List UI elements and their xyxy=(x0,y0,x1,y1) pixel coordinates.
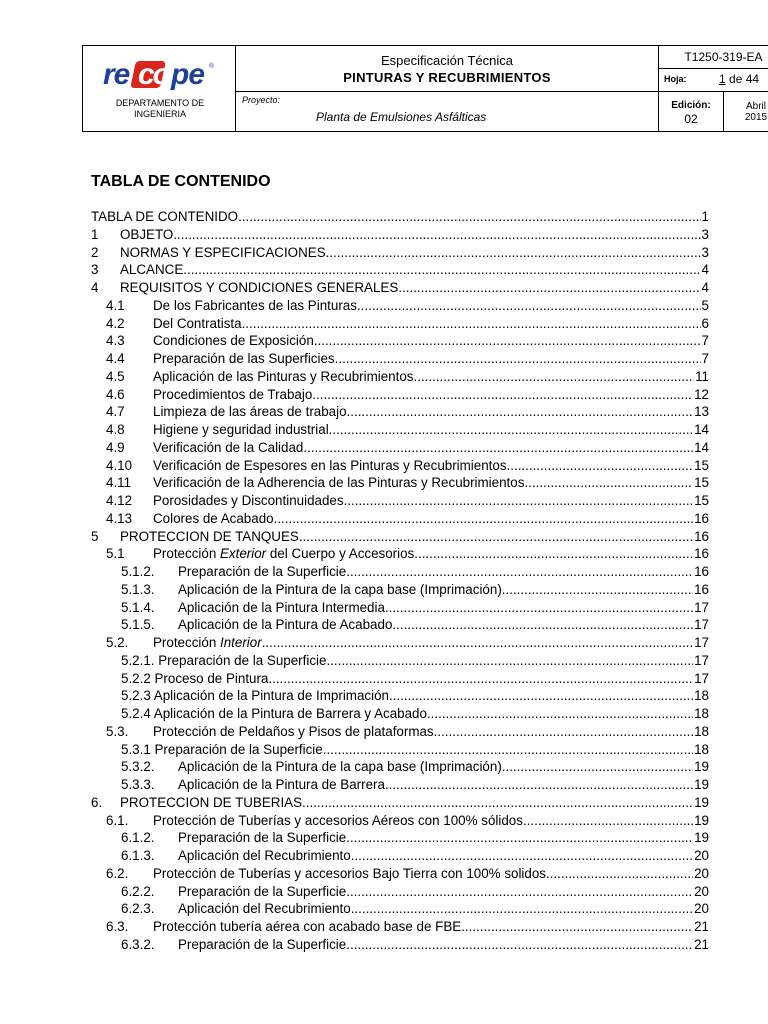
toc-entry-page: 17 xyxy=(694,599,709,615)
toc-entry[interactable] xyxy=(106,403,709,421)
department-name: DEPARTAMENTO DE INGENIERIA xyxy=(115,98,205,119)
toc-entry[interactable] xyxy=(121,936,709,954)
toc-entry-page: 16 xyxy=(694,581,709,597)
toc-entry[interactable] xyxy=(121,599,709,617)
toc-entry-number: 5 xyxy=(91,528,99,544)
toc-entry-number: 4.1 xyxy=(106,297,125,313)
toc-entry-page: 16 xyxy=(694,510,709,526)
edition-cell xyxy=(658,91,724,132)
toc-entry-number: 4.2 xyxy=(106,315,125,331)
toc-entry-label: Aplicación de la Pintura de la capa base (Imprimación) xyxy=(178,581,502,597)
toc-entry-number: 4.6 xyxy=(106,386,125,402)
toc-entry-number: 4.11 xyxy=(106,475,132,491)
title-cell xyxy=(235,45,659,92)
toc-entry-page: 17 xyxy=(694,617,709,633)
toc-leader-dots xyxy=(346,563,693,581)
sheet-current: 1 xyxy=(719,72,726,86)
toc-entry-number: 6.3.2. xyxy=(121,936,155,952)
toc-entry-label: Preparación de la Superficie xyxy=(178,883,347,899)
toc-leader-dots xyxy=(274,510,693,528)
toc-leader-dots xyxy=(346,829,693,847)
toc-leader-dots xyxy=(312,386,693,404)
sheet-number xyxy=(719,72,759,86)
toc-entry-label: Procedimientos de Trabajo xyxy=(153,386,313,402)
toc-leader-dots xyxy=(346,883,693,901)
toc-entry-number: 5.1.5. xyxy=(121,617,155,633)
toc-entry[interactable] xyxy=(121,670,709,688)
toc-entry-number: 6.2.3. xyxy=(121,901,155,917)
toc-entry-page: 18 xyxy=(694,706,709,721)
toc-entry-number: 4.5 xyxy=(106,368,125,384)
toc-entry-page: 5 xyxy=(701,297,709,313)
date-year: 2015 xyxy=(744,112,768,123)
toc-entry[interactable] xyxy=(91,244,709,262)
toc-entry[interactable] xyxy=(121,563,709,581)
toc-entry-label: Condiciones de Exposición xyxy=(153,333,314,349)
svg-text:co: co xyxy=(138,58,170,91)
date-month: Abril xyxy=(745,101,766,112)
toc-entry-number: 5.3. xyxy=(106,723,129,739)
toc-leader-dots xyxy=(385,599,693,617)
toc-entry[interactable] xyxy=(91,794,709,812)
toc-entry-page: 3 xyxy=(701,244,709,260)
toc-entry-number: 5.1.4. xyxy=(121,599,155,615)
toc-entry-page: 7 xyxy=(701,351,709,366)
toc-entry[interactable] xyxy=(91,261,709,279)
toc-leader-dots xyxy=(414,545,693,563)
edition-value: 02 xyxy=(684,112,698,126)
toc-leader-dots xyxy=(173,226,700,244)
toc-entry-label: Aplicación de la Pintura de Barrera xyxy=(178,777,385,792)
toc-entry-label: Preparación de la Superficie xyxy=(178,564,347,579)
toc-entry-page: 13 xyxy=(694,404,709,420)
toc-entry-label: Aplicación de la Pintura de Acabado xyxy=(178,617,393,633)
toc-entry-page: 18 xyxy=(694,688,709,704)
toc-leader-dots xyxy=(323,741,693,759)
toc-entry-number: 4.7 xyxy=(106,404,125,420)
toc-entry-number: 5.3.3. xyxy=(121,777,155,792)
toc-entry[interactable] xyxy=(121,687,709,705)
toc-leader-dots xyxy=(385,776,693,794)
toc-entry-label: Preparación de las Superficies xyxy=(153,351,335,366)
toc-entry-page: 11 xyxy=(695,368,709,384)
toc-entry[interactable] xyxy=(106,368,709,386)
toc-entry[interactable] xyxy=(121,829,709,847)
toc-entry-label: 5.3.1 Preparación de la Superficie xyxy=(121,741,323,757)
toc-entry-label: Verificación de la Adherencia de las Pinturas y Recubrimientos xyxy=(153,475,525,491)
toc-entry-page: 20 xyxy=(694,901,709,917)
toc-entry-number: 2 xyxy=(91,244,99,260)
sheet-cell xyxy=(658,68,768,92)
toc-leader-dots xyxy=(346,936,693,954)
toc-leader-dots xyxy=(357,297,701,315)
toc-entry-page: 15 xyxy=(694,457,709,473)
toc-entry-page: 16 xyxy=(694,564,709,579)
toc-entry[interactable] xyxy=(106,332,709,350)
toc-entry-label: Aplicación del Recubrimiento xyxy=(178,901,351,917)
toc-entry-page: 19 xyxy=(694,759,709,775)
toc-entry[interactable] xyxy=(106,474,709,492)
toc-leader-dots xyxy=(414,368,695,386)
toc-entry-page: 20 xyxy=(694,883,709,899)
toc-leader-dots xyxy=(351,900,693,918)
toc-entry-page: 19 xyxy=(694,830,709,846)
toc-entry-number: 6.1. xyxy=(106,812,129,828)
toc-entry-label: 5.2.4 Aplicación de la Pintura de Barrera y Acabado xyxy=(121,706,427,721)
toc-entry-label: Porosidades y Discontinuidades xyxy=(153,493,344,508)
document-code: T1250-319-EA xyxy=(658,45,768,69)
toc-entry-number: 4.12 xyxy=(106,493,133,508)
toc-entry-number: 4 xyxy=(91,280,99,295)
toc-entry-number: 4.3 xyxy=(106,333,125,349)
svg-text:re: re xyxy=(103,58,130,91)
toc-leader-dots xyxy=(314,332,701,350)
toc-entry-number: 5.2. xyxy=(106,635,129,650)
toc-entry-label: 5.2.1. Preparación de la Superficie xyxy=(121,652,327,668)
toc-entry-page: 14 xyxy=(694,439,709,455)
toc-entry[interactable] xyxy=(121,776,709,794)
toc-entry-label: REQUISITOS Y CONDICIONES GENERALES xyxy=(120,280,399,295)
toc-entry-number: 4.10 xyxy=(106,457,133,473)
toc-entry-number: 6.1.2. xyxy=(121,830,155,846)
toc-entry[interactable] xyxy=(106,439,709,457)
toc-entry-number: 4.4 xyxy=(106,351,125,366)
toc-entry-page: 19 xyxy=(694,794,709,810)
toc-entry-page: 17 xyxy=(694,670,709,686)
toc-leader-dots xyxy=(302,794,693,812)
toc-entry-page: 12 xyxy=(694,386,709,402)
toc-entry[interactable] xyxy=(106,350,709,368)
toc-entry[interactable] xyxy=(91,279,709,297)
toc-entry[interactable] xyxy=(121,581,709,599)
toc-entry-label: Protección de Tuberías y accesorios Bajo Tierra con 100% solidos. xyxy=(153,865,550,881)
toc-entry-label: Verificación de Espesores en las Pinturas y Recubrimientos xyxy=(153,457,507,473)
toc-leader-dots xyxy=(434,723,693,741)
toc-entry-number: 1 xyxy=(91,226,99,242)
toc-leader-dots xyxy=(523,812,693,830)
toc-leader-dots xyxy=(238,208,700,226)
toc-entry-page: 19 xyxy=(694,812,709,828)
toc-entry-label: Del Contratista xyxy=(153,315,242,331)
toc-leader-dots xyxy=(242,315,701,333)
toc-title: TABLA DE CONTENIDO xyxy=(91,173,271,190)
toc-entry-page: 21 xyxy=(694,936,709,952)
toc-entry-label: Protección de Peldaños y Pisos de plataformas xyxy=(153,723,434,739)
toc-leader-dots xyxy=(398,279,700,297)
svg-text:pe: pe xyxy=(171,58,205,91)
toc-entry-page: 4 xyxy=(701,262,709,278)
toc-leader-dots xyxy=(427,705,693,723)
toc-leader-dots xyxy=(262,634,693,652)
toc-leader-dots xyxy=(524,474,693,492)
toc-entry[interactable] xyxy=(121,758,709,776)
toc-entry[interactable] xyxy=(121,900,709,918)
toc-entry-label: OBJETO xyxy=(120,226,174,242)
svg-text:®: ® xyxy=(209,63,215,70)
toc-entry[interactable] xyxy=(106,918,709,936)
project-cell xyxy=(235,91,659,132)
toc-entry[interactable] xyxy=(106,510,709,528)
toc-entry-label: Higiene y seguridad industrial xyxy=(153,422,329,437)
toc-entry-label: PROTECCION DE TUBERIAS xyxy=(120,794,303,810)
toc-leader-dots xyxy=(502,581,693,599)
toc-entry-page: 18 xyxy=(694,723,709,739)
toc-entry[interactable] xyxy=(91,226,709,244)
toc-entry[interactable] xyxy=(121,741,709,759)
toc-entry-page: 6 xyxy=(701,315,709,331)
toc-entry-page: 21 xyxy=(694,919,709,934)
toc-leader-dots xyxy=(502,758,693,776)
toc-entry-label: Preparación de la Superficie xyxy=(178,936,347,952)
sheet-total: de 44 xyxy=(729,72,760,86)
toc-entry-label: Aplicación de la Pintura Intermedia xyxy=(178,599,385,615)
toc-entry[interactable] xyxy=(121,652,709,670)
toc-entry[interactable] xyxy=(106,634,709,652)
toc-entry-page: 18 xyxy=(694,741,709,757)
toc-entry-label: De los Fabricantes de las Pinturas xyxy=(153,297,357,313)
toc-entry-label: NORMAS Y ESPECIFICACIONES xyxy=(120,244,326,260)
recope-logo xyxy=(101,56,221,92)
toc-leader-dots xyxy=(268,670,693,688)
toc-entry[interactable] xyxy=(106,492,709,510)
toc-leader-dots xyxy=(183,261,700,279)
toc-entry-label: Limpieza de las áreas de trabajo. xyxy=(153,404,351,420)
toc-entry-number: 6.2. xyxy=(106,865,129,881)
toc-entry-label: Aplicación de la Pintura de la capa base (Imprimación) xyxy=(178,759,502,775)
toc-entry-number: 6.1.3. xyxy=(121,848,155,863)
toc-entry[interactable] xyxy=(106,865,709,883)
toc-leader-dots xyxy=(351,847,693,865)
edition-label: Edición: xyxy=(671,100,711,111)
toc-entry[interactable] xyxy=(121,883,709,901)
toc-entry-page: 1 xyxy=(701,209,709,224)
toc-leader-dots xyxy=(326,652,693,670)
toc-leader-dots xyxy=(550,865,693,883)
toc-entry[interactable] xyxy=(121,705,709,723)
toc-entry-number: 4.9 xyxy=(106,439,125,455)
sheet-label: Hoja: xyxy=(664,74,687,84)
toc-entry-number: 6.3. xyxy=(106,919,129,934)
toc-leader-dots xyxy=(299,528,693,546)
toc-entry-label: 5.2.2 Proceso de Pintura xyxy=(121,670,269,686)
toc-entry[interactable] xyxy=(121,847,709,865)
toc-entry[interactable] xyxy=(106,386,709,404)
toc-entry[interactable] xyxy=(106,421,709,439)
toc-entry[interactable] xyxy=(106,297,709,315)
toc-entry-label: PROTECCION DE TANQUES xyxy=(120,528,299,544)
toc-leader-dots xyxy=(507,457,694,475)
toc-entry-page: 4 xyxy=(701,280,709,295)
toc-entry-page: 20 xyxy=(694,865,709,881)
toc-entry-label: Protección Exterior del Cuerpo y Accesorios xyxy=(153,546,415,562)
toc-entry-number: 5.1.3. xyxy=(121,581,155,597)
toc-entry[interactable] xyxy=(106,315,709,333)
toc-entry[interactable] xyxy=(106,812,709,830)
toc-entry-page: 15 xyxy=(694,493,709,508)
toc-entry[interactable] xyxy=(91,208,709,226)
toc-entry-page: 19 xyxy=(694,777,709,792)
toc-entry-number: 6.2.2. xyxy=(121,883,155,899)
toc-entry-number: 4.13 xyxy=(106,510,133,526)
logo-cell xyxy=(82,45,236,132)
toc-entry-label: 5.2.3 Aplicación de la Pintura de Imprimación xyxy=(121,688,389,704)
toc-leader-dots xyxy=(303,439,693,457)
toc-entry-label: ALCANCE xyxy=(120,262,184,278)
toc-leader-dots xyxy=(350,403,693,421)
toc-entry[interactable] xyxy=(106,723,709,741)
toc-entry-label: TABLA DE CONTENIDO xyxy=(91,209,239,224)
toc-entry-label: Preparación de la Superficie xyxy=(178,830,347,846)
toc-entry[interactable] xyxy=(106,457,709,475)
toc-entry-page: 17 xyxy=(694,635,709,650)
toc-entry-label: Verificación de la Calidad xyxy=(153,439,304,455)
spec-title: PINTURAS Y RECUBRIMIENTOS xyxy=(343,70,551,85)
toc-entry-page: 16 xyxy=(694,546,709,562)
toc-entry-label: Aplicación del Recubrimiento xyxy=(178,848,351,863)
toc-entry-page: 16 xyxy=(694,528,709,544)
toc-leader-dots xyxy=(326,244,701,262)
toc-leader-dots xyxy=(389,687,693,705)
toc-entry-number: 4.8 xyxy=(106,422,125,437)
toc-entry[interactable] xyxy=(121,616,709,634)
toc-entry-number: 3 xyxy=(91,262,99,278)
toc-entry-number: 5.3.2. xyxy=(121,759,155,775)
toc-leader-dots xyxy=(392,616,693,634)
toc-entry-label: Protección tubería aérea con acabado base de FBE. xyxy=(153,919,465,934)
toc-entry-label: Colores de Acabado xyxy=(153,510,274,526)
toc-entry[interactable] xyxy=(106,545,709,563)
toc-leader-dots xyxy=(344,492,694,510)
toc-leader-dots xyxy=(329,421,693,439)
toc-entry-number: 6. xyxy=(91,794,103,810)
document-header xyxy=(82,45,768,132)
toc-entry-label: Aplicación de las Pinturas y Recubrimientos xyxy=(153,368,414,384)
toc-leader-dots xyxy=(465,918,693,936)
toc-entry-page: 15 xyxy=(694,475,709,491)
project-name: Planta de Emulsiones Asfálticas xyxy=(316,110,487,124)
date-cell xyxy=(723,91,768,132)
toc-entry-label: Protección Interior xyxy=(153,635,262,650)
spec-type: Especificación Técnica xyxy=(381,53,513,68)
toc-entry-page: 20 xyxy=(694,848,709,863)
toc-entry-page: 17 xyxy=(694,652,709,668)
toc-entry-number: 5.1.2. xyxy=(121,564,155,579)
toc-entry-label: Protección de Tuberías y accesorios Aéreos con 100% sólidos xyxy=(153,812,523,828)
toc-entry-page: 7 xyxy=(701,333,709,349)
toc-entry-number: 5.1 xyxy=(106,546,125,562)
toc-entry-page: 3 xyxy=(701,226,709,242)
toc-leader-dots xyxy=(335,350,701,368)
project-label: Proyecto: xyxy=(242,95,281,105)
toc-entry[interactable] xyxy=(91,528,709,546)
toc-entry-page: 14 xyxy=(694,422,709,437)
